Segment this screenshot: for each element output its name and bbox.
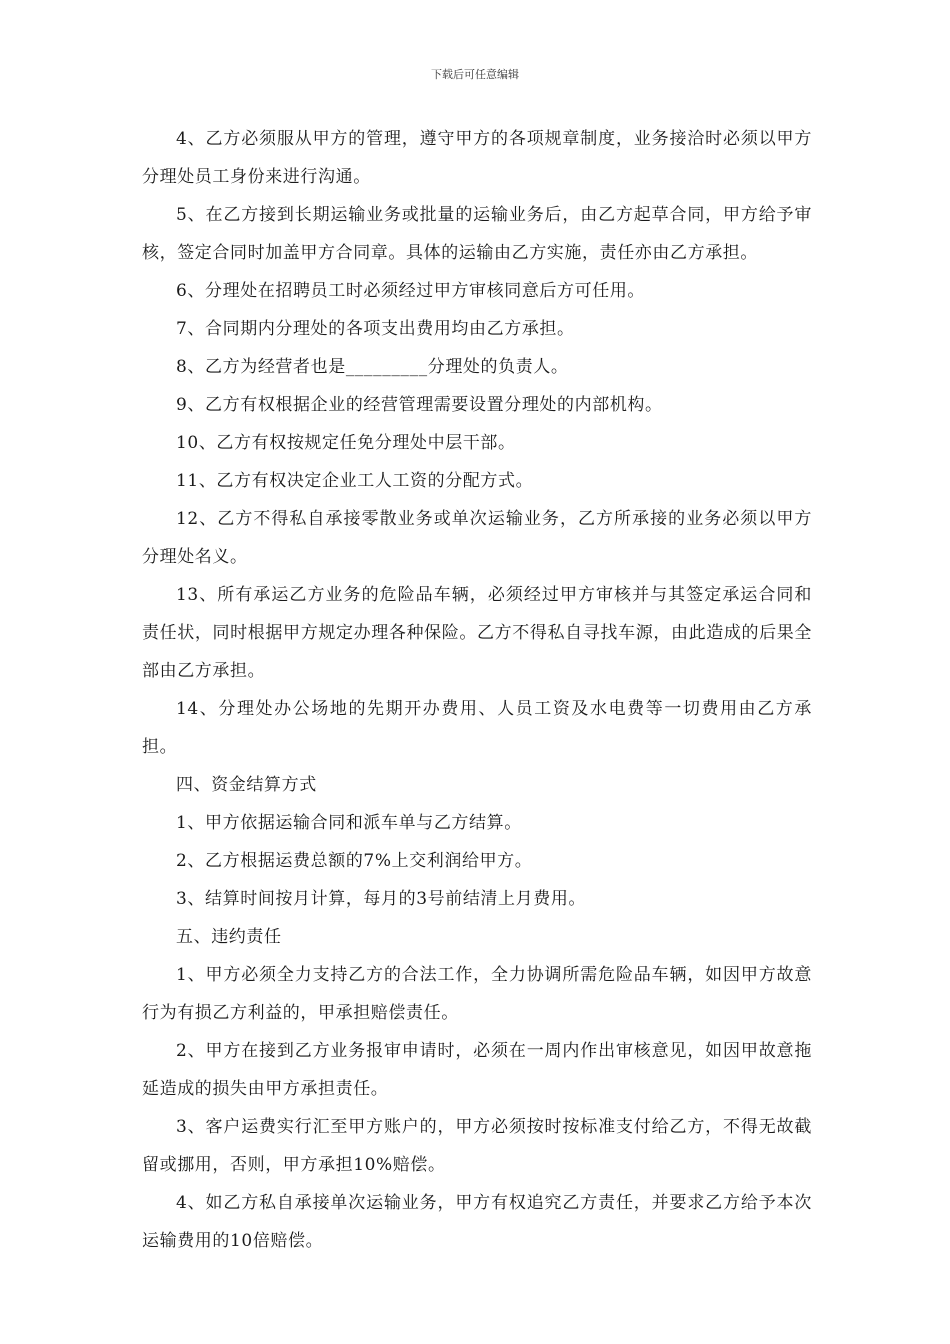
settlement-clause-2: 2、乙方根据运费总额的7%上交利润给甲方。 [176, 851, 533, 871]
liability-clause-2: 2、甲方在接到乙方业务报审申请时，必须在一周内作出审核意见，如因甲故意拖延造成的损失由甲方承担责任。 [142, 1041, 812, 1099]
settlement-clause-1: 1、甲方依据运输合同和派车单与乙方结算。 [176, 813, 522, 833]
clause-11: 11、乙方有权决定企业工人工资的分配方式。 [176, 471, 534, 491]
clause-8: 8、乙方为经营者也是_________分理处的负责人。 [176, 357, 569, 377]
document-body [142, 120, 812, 1260]
liability-clause-3: 3、客户运费实行汇至甲方账户的，甲方必须按时按标准支付给乙方，不得无故截留或挪用，否则，甲方承担10%赔偿。 [142, 1117, 812, 1175]
clause-9: 9、乙方有权根据企业的经营管理需要设置分理处的内部机构。 [176, 395, 663, 415]
clause-6: 6、分理处在招聘员工时必须经过甲方审核同意后方可任用。 [176, 281, 646, 301]
clause-10: 10、乙方有权按规定任免分理处中层干部。 [176, 433, 516, 453]
clause-7: 7、合同期内分理处的各项支出费用均由乙方承担。 [176, 319, 575, 339]
clause-13: 13、所有承运乙方业务的危险品车辆，必须经过甲方审核并与其签定承运合同和责任状，同时根据甲方规定办理各种保险。乙方不得私自寻找车源，由此造成的后果全部由乙方承担。 [142, 585, 812, 681]
section-heading-liability: 五、违约责任 [176, 927, 282, 947]
settlement-clause-3: 3、结算时间按月计算，每月的3号前结清上月费用。 [176, 889, 587, 909]
clause-4: 4、乙方必须服从甲方的管理，遵守甲方的各项规章制度，业务接洽时必须以甲方分理处员工身份来进行沟通。 [142, 129, 812, 187]
clause-5: 5、在乙方接到长期运输业务或批量的运输业务后，由乙方起草合同，甲方给予审核，签定合同时加盖甲方合同章。具体的运输由乙方实施，责任亦由乙方承担。 [142, 205, 812, 263]
clause-14: 14、分理处办公场地的先期开办费用、人员工资及水电费等一切费用由乙方承担。 [142, 699, 812, 757]
section-heading-settlement: 四、资金结算方式 [176, 775, 317, 795]
page-header-note: 下载后可任意编辑 [431, 68, 519, 81]
clause-12: 12、乙方不得私自承接零散业务或单次运输业务，乙方所承接的业务必须以甲方分理处名义。 [142, 509, 812, 567]
liability-clause-4: 4、如乙方私自承接单次运输业务，甲方有权追究乙方责任，并要求乙方给予本次运输费用的10倍赔偿。 [142, 1193, 812, 1251]
liability-clause-1: 1、甲方必须全力支持乙方的合法工作，全力协调所需危险品车辆，如因甲方故意行为有损乙方利益的，甲承担赔偿责任。 [142, 965, 812, 1023]
